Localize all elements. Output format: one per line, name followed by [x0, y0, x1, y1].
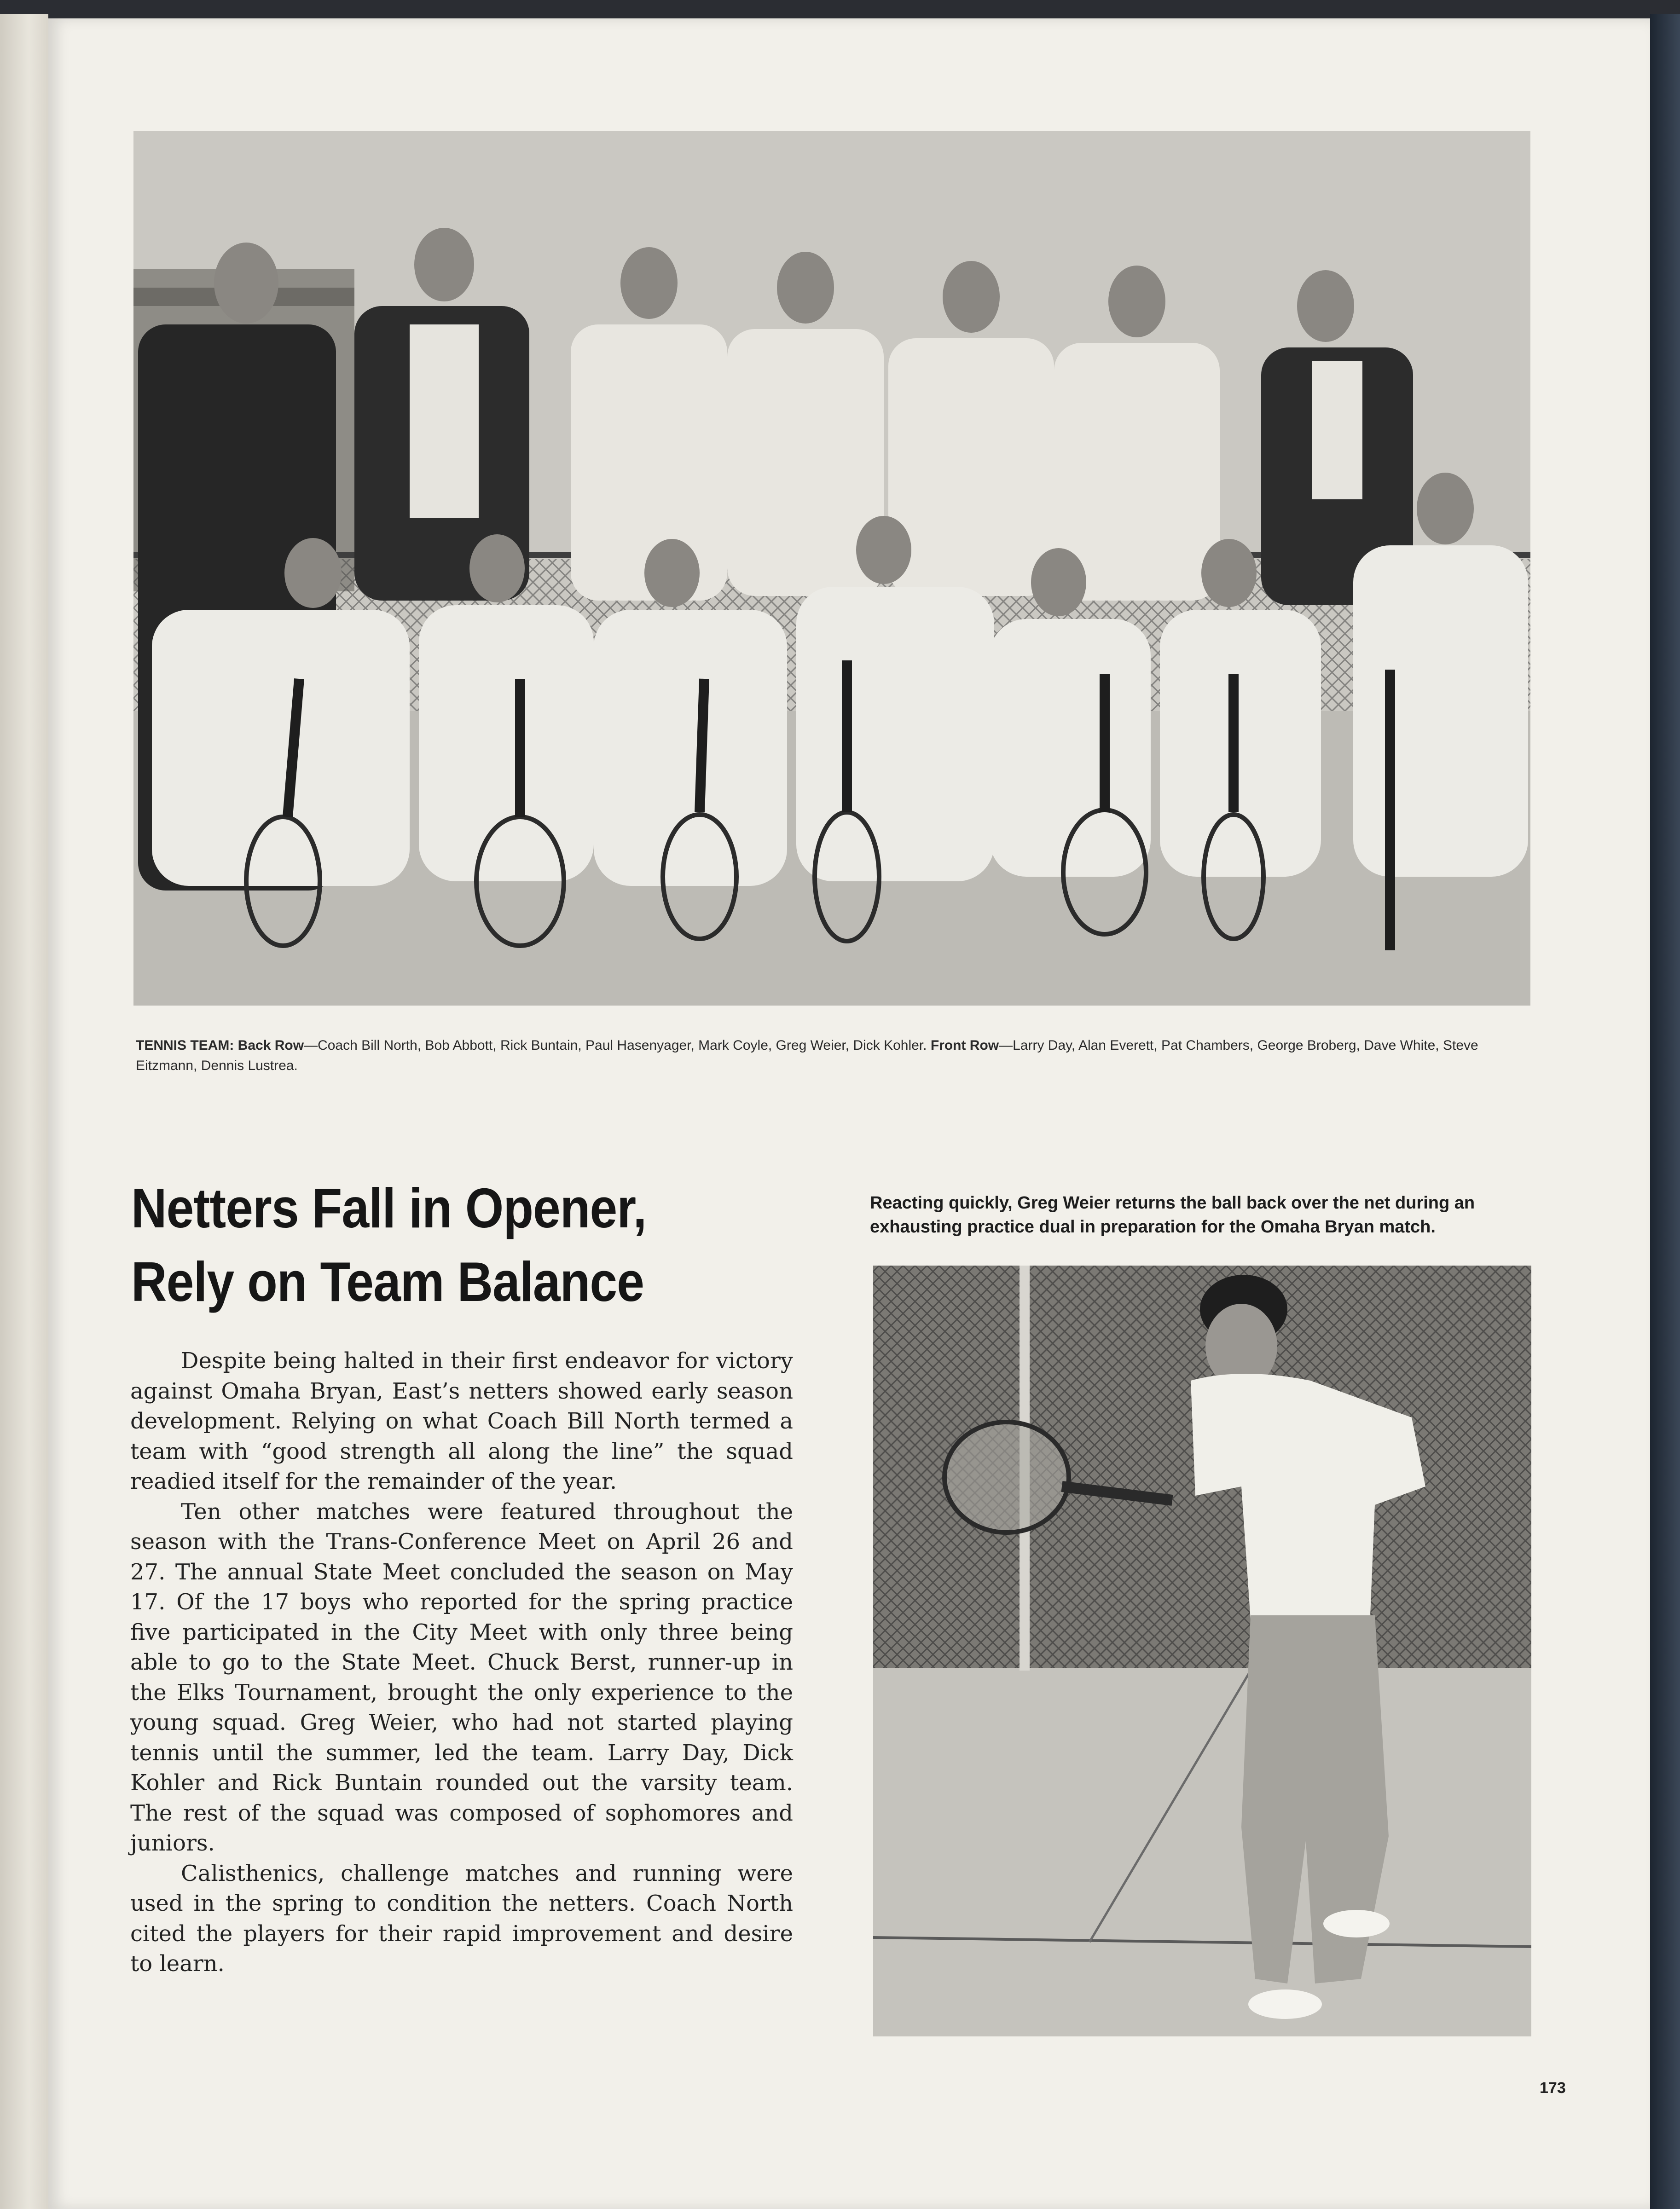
binding-edge [1650, 14, 1680, 2209]
back-row-label: Back Row [238, 1038, 304, 1053]
front-row-label: Front Row [930, 1038, 999, 1053]
headline-line-1: Netters Fall in Opener, [131, 1177, 647, 1239]
article-paragraph: Despite being halted in their first endeavor for victory against Omaha Bryan, East’s netters showed early season development. Relying on what Coach Bill North termed a team with “good strength all along the line” the squad readied itself for the remainder of the year. [130, 1348, 793, 1494]
action-photo-illustration [873, 1266, 1531, 2036]
article-headline [131, 1171, 739, 1318]
article-body [130, 1346, 793, 1979]
action-photo [873, 1266, 1531, 2036]
article-paragraph: Ten other matches were featured throughout the season with the Trans-Conference Meet on April 26 and 27. The annual State Meet concluded the season on May 17. Of the 17 boys who reported for the spring practice five participated in the City Meet with only three being able to go to the State Meet. Chuck Berst, runner-up in the Elks Tournament, brought the only experience to the young squad. Greg Weier, who had not started playing tennis until the summer, led the team. Larry Day, Dick Kohler and Rick Buntain rounded out the varsity team. The rest of the squad was composed of sophomores and juniors. [130, 1498, 793, 1856]
action-photo-caption: Reacting quickly, Greg Weier returns the ball back over the net during an exhausting practice dual in preparation for the Omaha Bryan match. [870, 1193, 1475, 1237]
team-photo-caption [136, 1035, 1530, 1076]
team-photo-illustration [133, 131, 1530, 1006]
left-page-edge [0, 14, 48, 2209]
front-row-names: —Larry Day, Alan Everett, Pat Chambers, George Broberg, Dave White, Steve Eitzmann, Dennis Lustrea. [136, 1038, 1478, 1073]
back-row-names: —Coach Bill North, Bob Abbott, Rick Buntain, Paul Hasenyager, Mark Coyle, Greg Weier, Dick Kohler. [304, 1038, 927, 1053]
tennis-team-photo [133, 131, 1530, 1006]
article-paragraph: Calisthenics, challenge matches and running were used in the spring to condition the netters. Coach North cited the players for their rapid improvement and desire to learn. [130, 1860, 793, 1977]
headline-line-2: Rely on Team Balance [131, 1250, 644, 1313]
team-caption-label: TENNIS TEAM: [136, 1038, 234, 1053]
page-number: 173 [1540, 2079, 1566, 2097]
